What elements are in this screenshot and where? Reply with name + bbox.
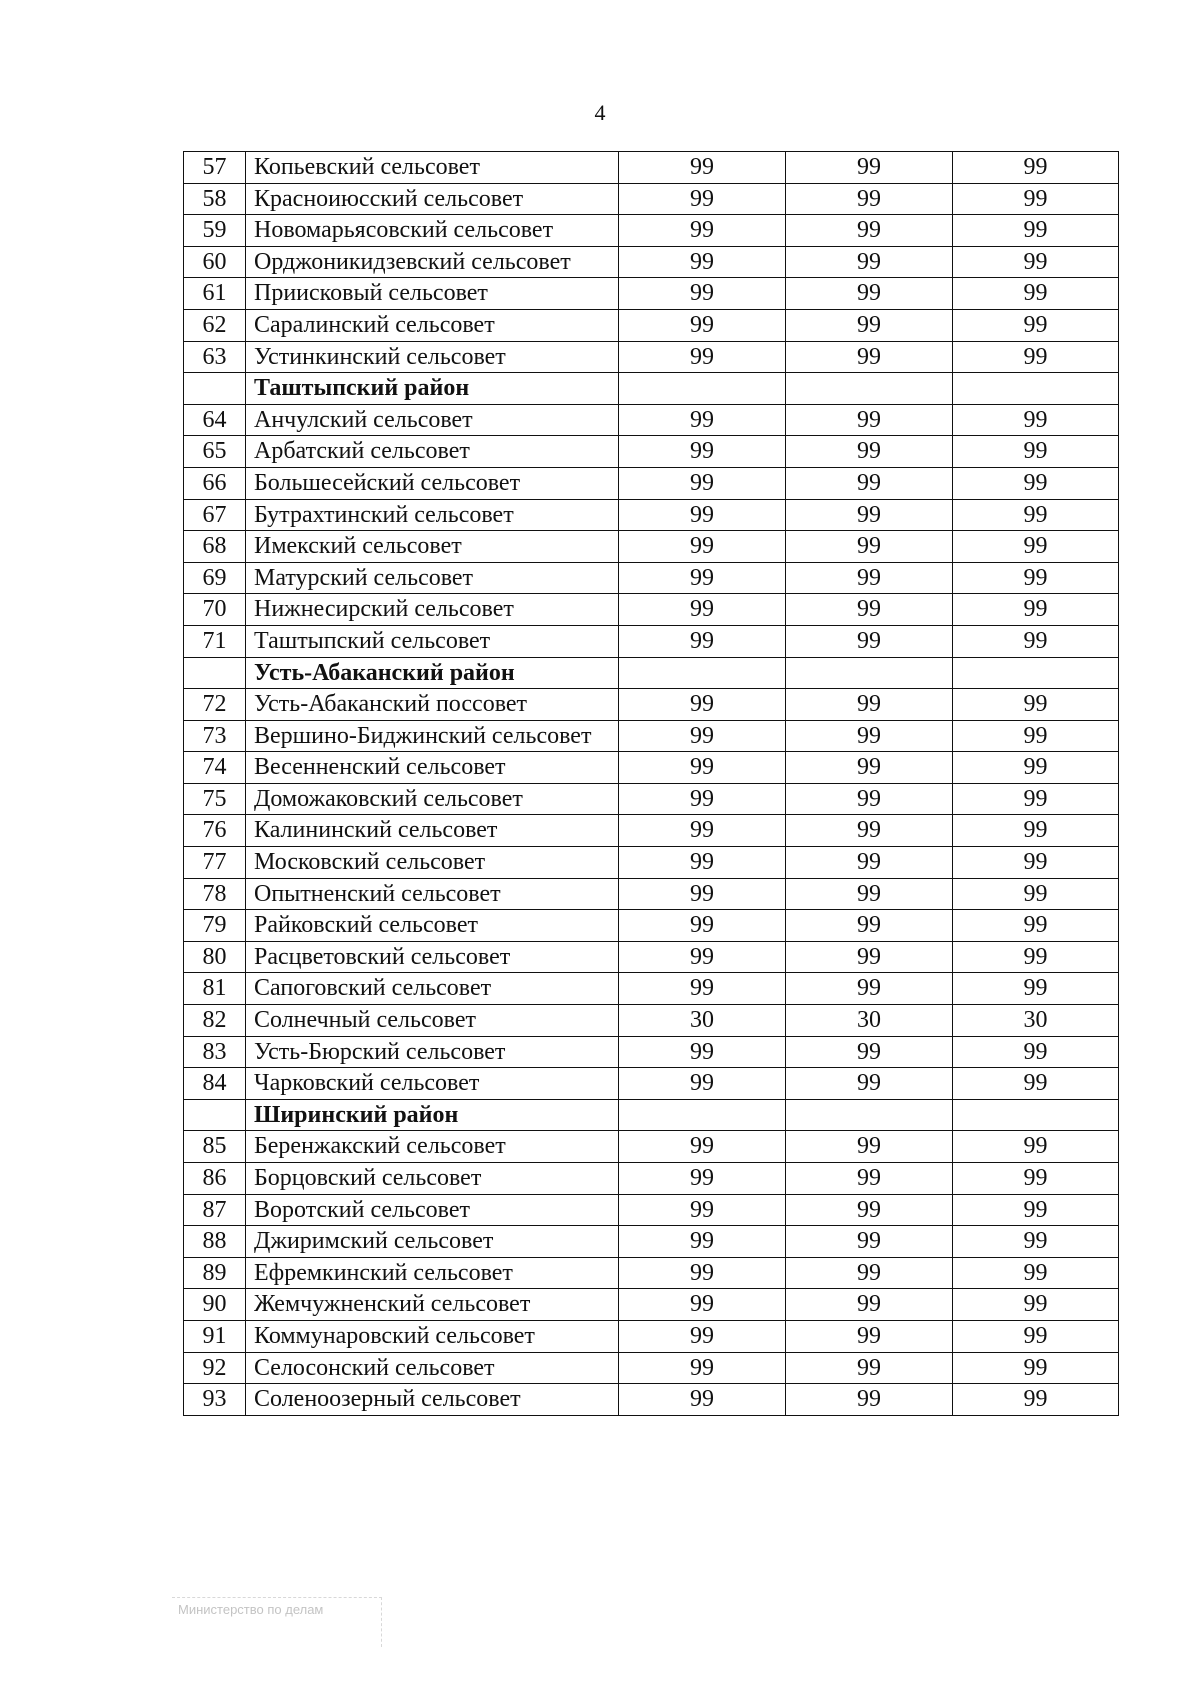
value-cell <box>619 657 786 689</box>
value-cell-3: 99 <box>953 1068 1119 1100</box>
row-number-cell: 59 <box>184 215 246 247</box>
row-number-cell: 63 <box>184 341 246 373</box>
value-cell-1: 99 <box>619 1257 786 1289</box>
municipality-name-cell: Таштыпский сельсовет <box>246 625 619 657</box>
value-cell-3: 99 <box>953 1131 1119 1163</box>
value-cell-2: 30 <box>786 1005 953 1037</box>
municipality-name-cell: Чарковский сельсовет <box>246 1068 619 1100</box>
row-number-cell: 90 <box>184 1289 246 1321</box>
row-number-cell: 80 <box>184 941 246 973</box>
value-cell-1: 99 <box>619 246 786 278</box>
value-cell-3: 99 <box>953 1352 1119 1384</box>
value-cell-2: 99 <box>786 215 953 247</box>
value-cell-2: 99 <box>786 689 953 721</box>
value-cell-3: 99 <box>953 941 1119 973</box>
value-cell-2: 99 <box>786 1257 953 1289</box>
table-row <box>184 1068 1119 1100</box>
municipality-name-cell: Расцветовский сельсовет <box>246 941 619 973</box>
value-cell-3: 99 <box>953 910 1119 942</box>
row-number-cell: 70 <box>184 594 246 626</box>
table-row <box>184 215 1119 247</box>
section-title: Усть-Абаканский район <box>246 657 619 689</box>
value-cell-2: 99 <box>786 1320 953 1352</box>
table-body <box>184 152 1119 1416</box>
value-cell-1: 99 <box>619 1194 786 1226</box>
section-title: Таштыпский район <box>246 373 619 405</box>
table-row <box>184 278 1119 310</box>
table-row <box>184 499 1119 531</box>
municipality-name-cell: Бутрахтинский сельсовет <box>246 499 619 531</box>
row-number-cell: 67 <box>184 499 246 531</box>
value-cell-3: 99 <box>953 562 1119 594</box>
value-cell-3: 99 <box>953 1036 1119 1068</box>
stamp-watermark: Министерство по делам <box>172 1597 382 1647</box>
municipality-name-cell: Селосонский сельсовет <box>246 1352 619 1384</box>
value-cell-3: 99 <box>953 183 1119 215</box>
value-cell-2: 99 <box>786 152 953 184</box>
municipality-name-cell: Орджоникидзевский сельсовет <box>246 246 619 278</box>
row-number-cell: 64 <box>184 404 246 436</box>
value-cell-1: 99 <box>619 1384 786 1416</box>
value-cell-3: 30 <box>953 1005 1119 1037</box>
value-cell-2: 99 <box>786 531 953 563</box>
value-cell-2: 99 <box>786 436 953 468</box>
value-cell-2: 99 <box>786 878 953 910</box>
table-row <box>184 878 1119 910</box>
value-cell-3: 99 <box>953 1226 1119 1258</box>
row-number-cell: 87 <box>184 1194 246 1226</box>
value-cell-3: 99 <box>953 531 1119 563</box>
value-cell-3: 99 <box>953 1257 1119 1289</box>
value-cell-1: 99 <box>619 847 786 879</box>
row-number-cell <box>184 1099 246 1131</box>
row-number-cell: 85 <box>184 1131 246 1163</box>
value-cell-2: 99 <box>786 1226 953 1258</box>
value-cell-2: 99 <box>786 309 953 341</box>
municipality-name-cell: Сапоговский сельсовет <box>246 973 619 1005</box>
value-cell-1: 99 <box>619 941 786 973</box>
value-cell-2: 99 <box>786 1036 953 1068</box>
value-cell-2: 99 <box>786 720 953 752</box>
municipality-name-cell: Нижнесирский сельсовет <box>246 594 619 626</box>
value-cell-1: 99 <box>619 1226 786 1258</box>
municipality-name-cell: Приисковый сельсовет <box>246 278 619 310</box>
value-cell-2: 99 <box>786 910 953 942</box>
municipality-name-cell: Весенненский сельсовет <box>246 752 619 784</box>
value-cell-1: 99 <box>619 467 786 499</box>
municipality-name-cell: Анчулский сельсовет <box>246 404 619 436</box>
table-row <box>184 246 1119 278</box>
row-number-cell: 76 <box>184 815 246 847</box>
row-number-cell: 82 <box>184 1005 246 1037</box>
value-cell-3: 99 <box>953 436 1119 468</box>
row-number-cell <box>184 373 246 405</box>
table-row <box>184 531 1119 563</box>
table-row <box>184 1194 1119 1226</box>
table-row <box>184 1163 1119 1195</box>
table-row <box>184 1289 1119 1321</box>
municipality-name-cell: Московский сельсовет <box>246 847 619 879</box>
row-number-cell: 73 <box>184 720 246 752</box>
value-cell-2: 99 <box>786 404 953 436</box>
table-row <box>184 1036 1119 1068</box>
table-row <box>184 341 1119 373</box>
value-cell-2: 99 <box>786 1352 953 1384</box>
value-cell-1: 99 <box>619 499 786 531</box>
table-row <box>184 562 1119 594</box>
municipality-name-cell: Саралинский сельсовет <box>246 309 619 341</box>
value-cell <box>786 657 953 689</box>
value-cell-2: 99 <box>786 562 953 594</box>
section-header-row <box>184 373 1119 405</box>
municipality-name-cell: Усть-Абаканский поссовет <box>246 689 619 721</box>
municipality-name-cell: Солнечный сельсовет <box>246 1005 619 1037</box>
row-number-cell: 57 <box>184 152 246 184</box>
value-cell-1: 99 <box>619 720 786 752</box>
table-row <box>184 910 1119 942</box>
value-cell <box>786 373 953 405</box>
value-cell-1: 99 <box>619 562 786 594</box>
table-row <box>184 309 1119 341</box>
value-cell-2: 99 <box>786 1194 953 1226</box>
value-cell-1: 99 <box>619 1289 786 1321</box>
municipality-name-cell: Устинкинский сельсовет <box>246 341 619 373</box>
value-cell-2: 99 <box>786 1068 953 1100</box>
municipality-name-cell: Красноиюсский сельсовет <box>246 183 619 215</box>
value-cell-1: 99 <box>619 1068 786 1100</box>
municipality-name-cell: Ефремкинский сельсовет <box>246 1257 619 1289</box>
value-cell-2: 99 <box>786 341 953 373</box>
row-number-cell: 91 <box>184 1320 246 1352</box>
table-row <box>184 625 1119 657</box>
value-cell-2: 99 <box>786 246 953 278</box>
table-row <box>184 183 1119 215</box>
value-cell-1: 99 <box>619 1163 786 1195</box>
municipality-name-cell: Беренжакский сельсовет <box>246 1131 619 1163</box>
value-cell-1: 30 <box>619 1005 786 1037</box>
value-cell-3: 99 <box>953 1320 1119 1352</box>
value-cell-1: 99 <box>619 1036 786 1068</box>
value-cell-2: 99 <box>786 815 953 847</box>
value-cell <box>953 657 1119 689</box>
value-cell-1: 99 <box>619 878 786 910</box>
value-cell-1: 99 <box>619 183 786 215</box>
value-cell-2: 99 <box>786 499 953 531</box>
municipality-name-cell: Копьевский сельсовет <box>246 152 619 184</box>
table-row <box>184 689 1119 721</box>
municipality-name-cell: Усть-Бюрский сельсовет <box>246 1036 619 1068</box>
table-row <box>184 973 1119 1005</box>
municipality-name-cell: Коммунаровский сельсовет <box>246 1320 619 1352</box>
table-row <box>184 783 1119 815</box>
value-cell-3: 99 <box>953 689 1119 721</box>
row-number-cell: 69 <box>184 562 246 594</box>
row-number-cell: 79 <box>184 910 246 942</box>
municipality-name-cell: Райковский сельсовет <box>246 910 619 942</box>
value-cell-1: 99 <box>619 215 786 247</box>
value-cell-1: 99 <box>619 625 786 657</box>
value-cell-1: 99 <box>619 594 786 626</box>
value-cell-2: 99 <box>786 941 953 973</box>
row-number-cell: 89 <box>184 1257 246 1289</box>
municipality-name-cell: Имекский сельсовет <box>246 531 619 563</box>
value-cell <box>786 1099 953 1131</box>
value-cell-3: 99 <box>953 467 1119 499</box>
row-number-cell: 68 <box>184 531 246 563</box>
value-cell-2: 99 <box>786 1289 953 1321</box>
municipality-name-cell: Новомарьясовский сельсовет <box>246 215 619 247</box>
section-header-row <box>184 1099 1119 1131</box>
municipality-name-cell: Арбатский сельсовет <box>246 436 619 468</box>
value-cell-3: 99 <box>953 720 1119 752</box>
value-cell-3: 99 <box>953 499 1119 531</box>
value-cell-1: 99 <box>619 689 786 721</box>
section-header-row <box>184 657 1119 689</box>
municipality-name-cell: Джиримский сельсовет <box>246 1226 619 1258</box>
row-number-cell: 92 <box>184 1352 246 1384</box>
value-cell-1: 99 <box>619 1131 786 1163</box>
value-cell-1: 99 <box>619 752 786 784</box>
row-number-cell: 81 <box>184 973 246 1005</box>
table-row <box>184 404 1119 436</box>
value-cell-3: 99 <box>953 1384 1119 1416</box>
value-cell-1: 99 <box>619 973 786 1005</box>
value-cell-2: 99 <box>786 783 953 815</box>
row-number-cell: 60 <box>184 246 246 278</box>
value-cell-2: 99 <box>786 847 953 879</box>
row-number-cell: 74 <box>184 752 246 784</box>
value-cell-1: 99 <box>619 1320 786 1352</box>
value-cell-1: 99 <box>619 341 786 373</box>
value-cell <box>619 1099 786 1131</box>
page-number: 4 <box>594 100 606 125</box>
value-cell-1: 99 <box>619 278 786 310</box>
value-cell-3: 99 <box>953 1194 1119 1226</box>
table-row <box>184 941 1119 973</box>
value-cell-3: 99 <box>953 1289 1119 1321</box>
value-cell-3: 99 <box>953 341 1119 373</box>
value-cell-3: 99 <box>953 783 1119 815</box>
row-number-cell: 93 <box>184 1384 246 1416</box>
row-number-cell: 61 <box>184 278 246 310</box>
value-cell-3: 99 <box>953 152 1119 184</box>
municipality-name-cell: Большесейский сельсовет <box>246 467 619 499</box>
value-cell-3: 99 <box>953 625 1119 657</box>
table-row <box>184 594 1119 626</box>
table-row <box>184 1384 1119 1416</box>
value-cell-1: 99 <box>619 309 786 341</box>
municipality-name-cell: Калининский сельсовет <box>246 815 619 847</box>
table-row <box>184 436 1119 468</box>
row-number-cell: 72 <box>184 689 246 721</box>
value-cell-3: 99 <box>953 404 1119 436</box>
value-cell-2: 99 <box>786 467 953 499</box>
value-cell-3: 99 <box>953 594 1119 626</box>
table-row <box>184 815 1119 847</box>
value-cell-2: 99 <box>786 183 953 215</box>
value-cell-3: 99 <box>953 752 1119 784</box>
value-cell-3: 99 <box>953 1163 1119 1195</box>
row-number-cell: 75 <box>184 783 246 815</box>
row-number-cell: 84 <box>184 1068 246 1100</box>
value-cell-1: 99 <box>619 436 786 468</box>
value-cell-2: 99 <box>786 752 953 784</box>
table-row <box>184 1131 1119 1163</box>
row-number-cell: 88 <box>184 1226 246 1258</box>
value-cell-2: 99 <box>786 625 953 657</box>
municipality-name-cell: Доможаковский сельсовет <box>246 783 619 815</box>
value-cell-1: 99 <box>619 783 786 815</box>
value-cell <box>953 1099 1119 1131</box>
municipality-name-cell: Вершино-Биджинский сельсовет <box>246 720 619 752</box>
value-cell <box>953 373 1119 405</box>
value-cell-1: 99 <box>619 531 786 563</box>
table-row <box>184 1226 1119 1258</box>
value-cell-3: 99 <box>953 309 1119 341</box>
row-number-cell <box>184 657 246 689</box>
value-cell-3: 99 <box>953 246 1119 278</box>
table-row <box>184 152 1119 184</box>
municipality-name-cell: Опытненский сельсовет <box>246 878 619 910</box>
row-number-cell: 62 <box>184 309 246 341</box>
value-cell-2: 99 <box>786 278 953 310</box>
value-cell-2: 99 <box>786 1384 953 1416</box>
municipalities-table <box>183 151 1119 1416</box>
value-cell-3: 99 <box>953 278 1119 310</box>
municipality-name-cell: Жемчужненский сельсовет <box>246 1289 619 1321</box>
value-cell-2: 99 <box>786 1131 953 1163</box>
row-number-cell: 65 <box>184 436 246 468</box>
value-cell-3: 99 <box>953 973 1119 1005</box>
table-row <box>184 720 1119 752</box>
table-row <box>184 1257 1119 1289</box>
municipality-name-cell: Борцовский сельсовет <box>246 1163 619 1195</box>
municipality-name-cell: Воротский сельсовет <box>246 1194 619 1226</box>
table-row <box>184 467 1119 499</box>
municipality-name-cell: Соленоозерный сельсовет <box>246 1384 619 1416</box>
section-title: Ширинский район <box>246 1099 619 1131</box>
value-cell-3: 99 <box>953 215 1119 247</box>
row-number-cell: 71 <box>184 625 246 657</box>
value-cell-3: 99 <box>953 847 1119 879</box>
municipality-name-cell: Матурский сельсовет <box>246 562 619 594</box>
row-number-cell: 66 <box>184 467 246 499</box>
row-number-cell: 78 <box>184 878 246 910</box>
table-row <box>184 1005 1119 1037</box>
value-cell-1: 99 <box>619 1352 786 1384</box>
value-cell-1: 99 <box>619 910 786 942</box>
value-cell-2: 99 <box>786 1163 953 1195</box>
value-cell-1: 99 <box>619 404 786 436</box>
table-row <box>184 847 1119 879</box>
row-number-cell: 58 <box>184 183 246 215</box>
value-cell-2: 99 <box>786 594 953 626</box>
row-number-cell: 77 <box>184 847 246 879</box>
value-cell-1: 99 <box>619 152 786 184</box>
value-cell-3: 99 <box>953 878 1119 910</box>
table-row <box>184 752 1119 784</box>
value-cell-1: 99 <box>619 815 786 847</box>
value-cell <box>619 373 786 405</box>
value-cell-2: 99 <box>786 973 953 1005</box>
value-cell-3: 99 <box>953 815 1119 847</box>
row-number-cell: 83 <box>184 1036 246 1068</box>
table-row <box>184 1320 1119 1352</box>
table-row <box>184 1352 1119 1384</box>
row-number-cell: 86 <box>184 1163 246 1195</box>
